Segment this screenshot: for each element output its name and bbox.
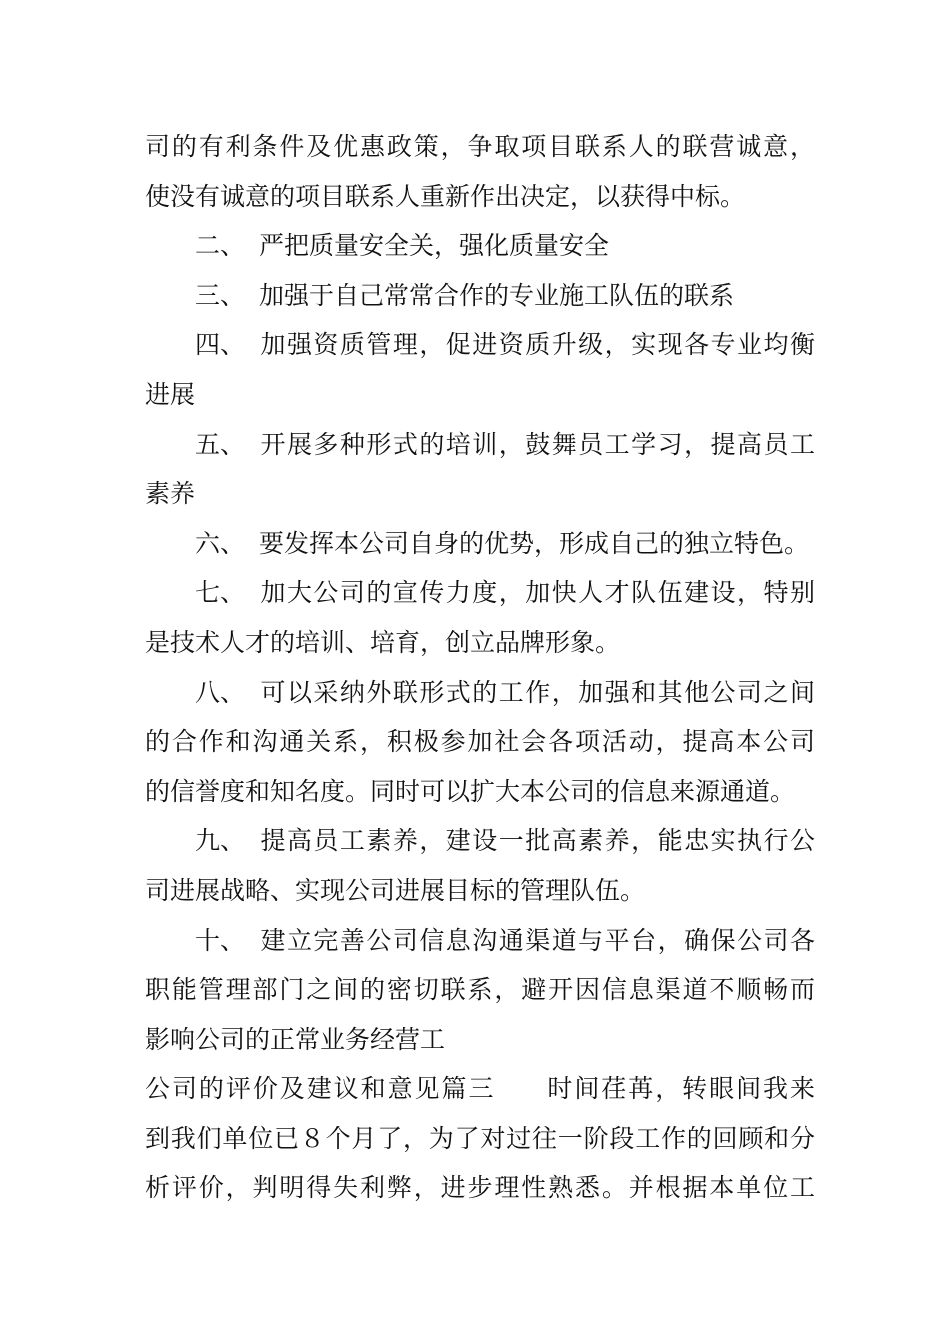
text-line xyxy=(145,370,815,420)
list-number: 二、 xyxy=(195,231,246,261)
list-number: 四、 xyxy=(195,330,246,360)
line-text: 加强于自己常常合作的专业施工队伍的联系 xyxy=(259,280,735,310)
line-text: 司的有利条件及优惠政策，争取项目联系人的联营诚意， xyxy=(145,132,815,161)
text-line xyxy=(145,717,815,767)
line-text: 职能管理部门之间的密切联系，避开因信息渠道不顺畅而 xyxy=(145,975,815,1005)
list-item-5 xyxy=(145,420,815,470)
list-number: 三、 xyxy=(195,280,246,310)
line-text: 要发挥本公司自身的优势，形成自己的独立特色。 xyxy=(259,528,810,558)
document-body xyxy=(145,122,815,1213)
list-item-3 xyxy=(145,271,815,321)
list-number: 五、 xyxy=(195,429,246,459)
list-item-7 xyxy=(145,568,815,618)
text-line xyxy=(145,866,815,916)
section-heading-line xyxy=(145,1064,815,1114)
text-line xyxy=(145,122,815,172)
section-heading: 公司的评价及建议和意见篇三 xyxy=(145,1074,496,1104)
line-text: 建立完善公司信息沟通渠道与平台，确保公司各 xyxy=(259,925,815,955)
line-text: 加大公司的宣传力度，加快人才队伍建设，特别 xyxy=(259,578,815,608)
text-line xyxy=(145,767,815,817)
line-text: 是技术人才的培训、培育，创立品牌形象。 xyxy=(145,627,621,657)
line-text: 开展多种形式的培训，鼓舞员工学习，提高员工 xyxy=(259,429,815,459)
line-text: 司进展战略、实现公司进展目标的管理队伍。 xyxy=(145,875,646,905)
line-text: 的合作和沟通关系，积极参加社会各项活动，提高本公司 xyxy=(145,727,815,757)
text-line xyxy=(145,172,815,222)
line-text: 使没有诚意的项目联系人重新作出决定，以获得中标。 xyxy=(145,181,746,211)
line-text: 时间荏苒，转眼间我来 xyxy=(545,1074,815,1104)
list-number: 八、 xyxy=(195,677,246,707)
text-line xyxy=(145,965,815,1015)
line-text: 进展 xyxy=(145,379,196,409)
list-item-6 xyxy=(145,519,815,569)
line-text: 影响公司的正常业务经营工 xyxy=(145,1024,446,1054)
line-text: 素养 xyxy=(145,479,196,509)
line-text: 到我们单位已８个月了，为了对过往一阶段工作的回顾和分 xyxy=(145,1123,815,1153)
list-number: 七、 xyxy=(195,578,246,608)
list-number: 九、 xyxy=(195,826,246,856)
list-item-9 xyxy=(145,816,815,866)
list-item-10 xyxy=(145,916,815,966)
list-number: 十、 xyxy=(195,925,246,955)
line-text: 析评价，判明得失利弊，进步理性熟悉。并根据本单位工 xyxy=(145,1173,815,1203)
line-text: 严把质量安全关，强化质量安全 xyxy=(259,231,610,261)
line-text: 提高员工素养，建设一批高素养，能忠实执行公 xyxy=(259,826,815,856)
line-text: 可以采纳外联形式的工作，加强和其他公司之间 xyxy=(259,677,815,707)
list-item-8 xyxy=(145,668,815,718)
list-number: 六、 xyxy=(195,528,246,558)
list-item-2 xyxy=(145,221,815,271)
line-text: 加强资质管理，促进资质升级，实现各专业均衡 xyxy=(259,330,815,360)
line-text: 的信誉度和知名度。同时可以扩大本公司的信息来源通道。 xyxy=(145,776,796,806)
text-line xyxy=(145,1163,815,1213)
text-line xyxy=(145,618,815,668)
list-item-4 xyxy=(145,320,815,370)
text-line xyxy=(145,1114,815,1164)
text-line xyxy=(145,1015,815,1065)
text-line xyxy=(145,469,815,519)
